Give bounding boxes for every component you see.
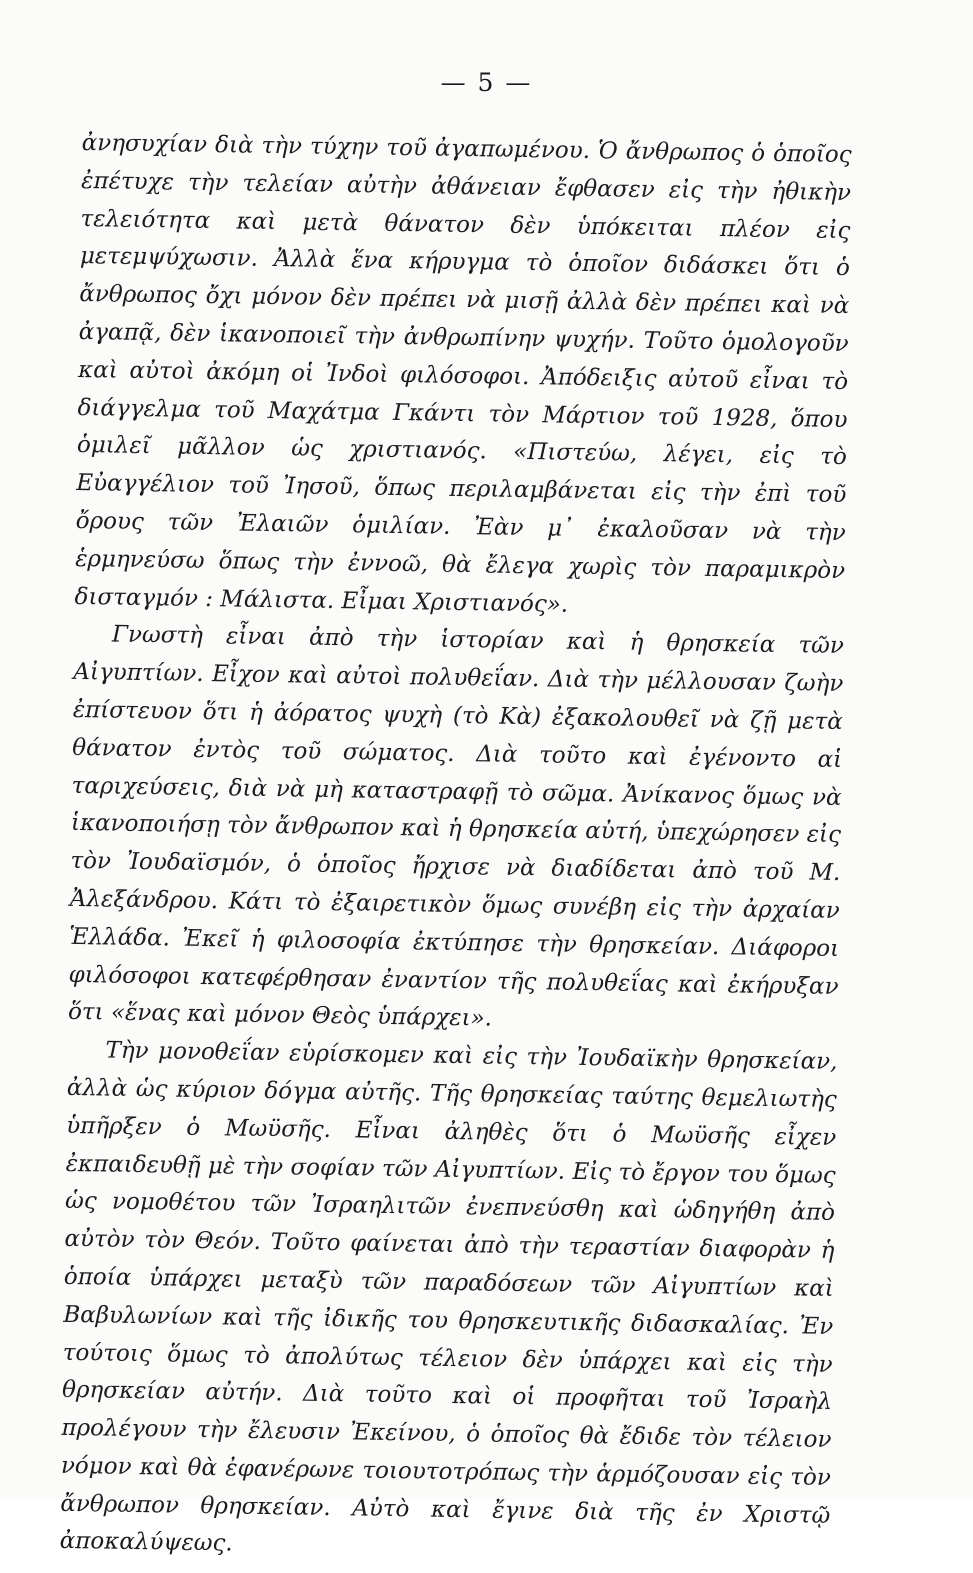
paragraph-1: ἀνησυχίαν διὰ τὴν τύχην τοῦ ἀγαπωμένου. Ὁ ἄνθρωπος ὁ ὁποῖος ἐπέτυχε τὴν τελείαν αὐτὴν ἀθάνειαν ἔφθασεν εἰς τὴν ἠθικὴν τελειότητα καὶ μετὰ θάνατον δὲν ὑπόκειται πλέον εἰς μετεμψύχωσιν. Ἀλλὰ ἕνα κήρυγμα τὸ ὁποῖον διδάσκει ὅτι ὁ ἄνθρωπος ὄχι μόνον δὲν πρέπει νὰ μισῇ ἀλλὰ δὲν πρέπει καὶ νὰ ἀγαπᾷ, δὲν ἱκανοποιεῖ τὴν ἀνθρωπίνην ψυχήν. Τοῦτο ὁμολογοῦν καὶ αὐτοὶ ἀκόμη οἱ Ἰνδοὶ φιλόσοφοι. Ἀπόδειξις αὐτοῦ εἶναι τὸ διάγγελμα τοῦ Μαχάτμα Γκάντι τὸν Μάρτιον τοῦ 1928, ὅπου ὁμιλεῖ μᾶλλον ὡς χριστιανός. «Πιστεύω, λέγει, εἰς τὸ Εὐαγγέλιον τοῦ Ἰησοῦ, ὅπως περιλαμβάνεται εἰς τὴν ἐπὶ τοῦ ὄρους τῶν Ἐλαιῶν ὁμιλίαν. Ἐὰν μ᾽ ἐκαλοῦσαν νὰ τὴν ἑρμηνεύσω ὅπως τὴν ἐννοῶ, θὰ ἔλεγα χωρὶς τὸν παραμικρὸν δισταγμόν : Μάλιστα. Εἶμαι Χριστιανός». [74, 129, 852, 618]
paragraph-3: Τὴν μονοθεΐαν εὑρίσκομεν καὶ εἰς τὴν Ἰουδαϊκὴν θρησκείαν, ἀλλὰ ὡς κύριον δόγμα αὐτῆς. Τῆς θρησκείας ταύτης θεμελιωτὴς ὑπῆρξεν ὁ Μωϋσῆς. Εἶναι ἀληθὲς ὅτι ὁ Μωϋσῆς εἶχεν ἐκπαιδευθῇ μὲ τὴν σοφίαν τῶν Αἰγυπτίων. Εἰς τὸ ἔργον του ὅμως ὡς νομοθέτου τῶν Ἰσραηλιτῶν ἐνεπνεύσθη καὶ ὡδηγήθη ἀπὸ αὐτὸν τὸν Θεόν. Τοῦτο φαίνεται ἀπὸ τὴν τεραστίαν διαφορὰν ἡ ὁποία ὑπάρχει μεταξὺ τῶν παραδόσεων τῶν Αἰγυπτίων καὶ Βαβυλωνίων καὶ τῆς ἰδικῆς του θρησκευτικῆς διδασκαλίας. Ἐν τούτοις ὅμως τὸ ἀπολύτως τέλειον δὲν ὑπάρχει καὶ εἰς τὴν θρησκείαν αὐτήν. Διὰ τοῦτο καὶ οἱ προφῆται τοῦ Ἰσραὴλ προλέγουν τὴν ἔλευσιν Ἐκείνου, ὁ ὁποῖος θὰ ἔδιδε τὸν τέλειον νόμον καὶ θὰ ἐφανέρωνε τοιουτοτρόπως τὴν ἁρμόζουσαν εἰς τὸν ἄνθρωπον θρησκείαν. Αὐτὸ καὶ ἔγινε διὰ τῆς ἐν Χριστῷ ἀποκαλύψεως. [59, 1037, 838, 1558]
body-text [59, 125, 851, 1573]
page-number: — 5 — [440, 68, 533, 97]
paragraph-2: Γνωστὴ εἶναι ἀπὸ τὴν ἱστορίαν καὶ ἡ θρησκεία τῶν Αἰγυπτίων. Εἶχον καὶ αὐτοὶ πολυθεΐαν. Διὰ τὴν μέλλουσαν ζωὴν ἐπίστευον ὅτι ἡ ἀόρατος ψυχὴ (τὸ Κὰ) ἐξακολουθεῖ νὰ ζῇ μετὰ θάνατον ἐντὸς τοῦ σώματος. Διὰ τοῦτο καὶ ἐγένοντο αἱ ταριχεύσεις, διὰ νὰ μὴ καταστραφῇ τὸ σῶμα. Ἀνίκανος ὅμως νὰ ἱκανοποιήσῃ τὸν ἄνθρωπον καὶ ἡ θρησκεία αὐτή, ὑπεχώρησεν εἰς τὸν Ἰουδαϊσμόν, ὁ ὁποῖος ἤρχισε νὰ διαδίδεται ἀπὸ τοῦ Μ. Ἀλεξάνδρου. Κάτι τὸ ἐξαιρετικὸν ὅμως συνέβη εἰς τὴν ἀρχαίαν Ἑλλάδα. Ἐκεῖ ἡ φιλοσοφία ἐκτύπησε τὴν θρησκείαν. Διάφοροι φιλόσοφοι κατεφέρθησαν ἐναντίον τῆς πολυθεΐας καὶ ἐκήρυξαν ὅτι «ἕνας καὶ μόνον Θεὸς ὑπάρχει». [67, 621, 845, 1032]
